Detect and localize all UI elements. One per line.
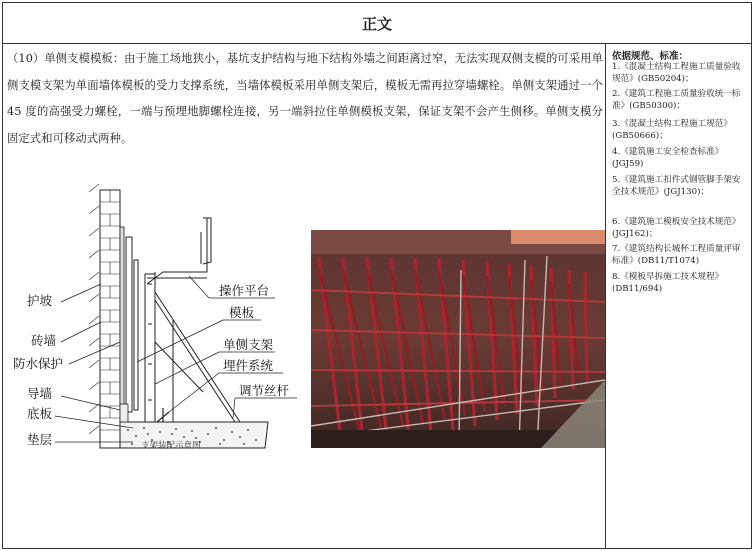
label-base-slab: 底板 xyxy=(27,406,53,421)
label-guide-wall: 导墙 xyxy=(27,386,53,401)
standards-title: 依据规范、标准： xyxy=(612,51,689,62)
site-photo-drawing xyxy=(311,230,605,448)
page-title: 正文 xyxy=(361,14,392,33)
waterproof-layer xyxy=(120,227,124,413)
standard-item: 3.《混凝土结构工程施工规范》(GB50666)； xyxy=(612,119,732,142)
label-embed-system: 埋件系统 xyxy=(223,358,274,373)
formwork-panel-inner xyxy=(134,260,138,410)
header-row xyxy=(3,3,751,44)
page-frame xyxy=(2,2,752,549)
label-waterproof: 防水保护 xyxy=(13,356,64,371)
main-content-cell xyxy=(3,44,606,548)
formwork-panel xyxy=(126,237,132,412)
label-platform: 操作平台 xyxy=(219,283,270,298)
standard-item: 4.《建筑施工安全检查标准》(JGJ59) xyxy=(612,147,724,170)
standard-item: 5.《建筑施工扣件式钢管脚手架安全技术规范》(JGJ130)； xyxy=(612,175,741,198)
standards-sidebar xyxy=(606,44,751,548)
label-slope: 护坡 xyxy=(27,293,53,308)
standard-item: 1.《混凝土结构工程施工质量验收规范》(GB50204)； xyxy=(612,62,741,85)
standard-item: 8.《模板早拆施工技术规程》(DB11/694) xyxy=(612,272,724,295)
label-bracket: 单侧支架 xyxy=(223,337,274,352)
standard-item: 7.《建筑结构长城杯工程质量评审标准》(DB11/T1074) xyxy=(612,244,741,267)
site-photo xyxy=(311,230,605,448)
standard-item: 6.《建筑施工模板安全技术规范》(JGJ162)； xyxy=(612,217,741,240)
label-formwork: 模板 xyxy=(229,305,255,320)
diagram-caption: 支架装配示意图 xyxy=(141,441,201,451)
label-brick-wall: 砖墙 xyxy=(31,333,57,348)
label-cushion: 垫层 xyxy=(27,432,53,447)
slope-hatch xyxy=(89,184,99,434)
bracket-assembly-diagram xyxy=(3,172,308,452)
standard-item: 2.《建筑工程施工质量验收统一标准》(GB50300)； xyxy=(612,89,741,112)
guide-wall xyxy=(120,404,128,422)
label-adjust-screw: 调节丝杆 xyxy=(239,383,290,398)
operation-platform xyxy=(147,218,211,284)
body-paragraph: （10）单侧支模模板：由于施工场地狭小，基坑支护结构与地下结构外墙之间距离过窄，无法实现双侧支模的可采用单侧支模支架为单面墙体模板的受力支撑系统，当墙体模板采用单侧支架后，模板无需再拉穿墙螺栓。单侧支架通过一个 45 度的高强受力螺栓，一端与预埋地脚螺栓连接，另一端斜拉住单侧模板支架，保证支架不会产生侧移。单侧支模分固定式和可移动式两种。 xyxy=(7,52,603,145)
